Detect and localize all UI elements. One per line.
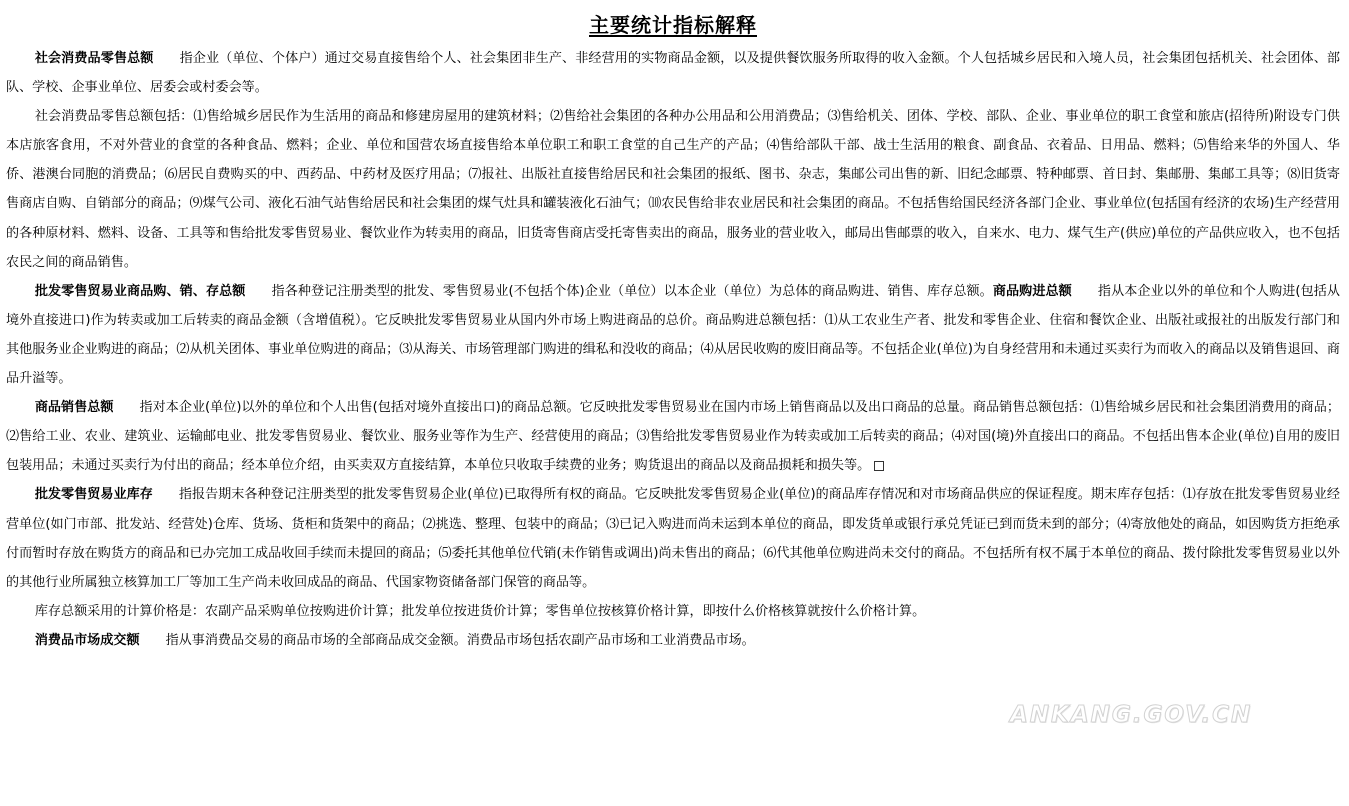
site-watermark: ANKANG.GOV.CN (1010, 702, 1253, 728)
term-purchase-total: 商品购进总额 (992, 283, 1072, 299)
definition-sales-total: 指对本企业(单位)以外的单位和个人出售(包括对境外直接出口)的商品总额。它反映批发零售贸易业在国内市场上销售商品以及出口商品的总量。商品销售总额包括：⑴售给城乡居民和社会集团消费用的商品；⑵售给工业、农业、建筑业、运输邮电业、批发零售贸易业、餐饮业、服务业等作为生产、经营使用的商品；⑶售给批发零售贸易业作为转卖或加工后转卖的商品；⑷对国(境)外直接出口的商品。不包括出售本企业(单位)自用的废旧包装用品；未通过买卖行为付出的商品；经本单位介绍，由买卖双方直接结算，本单位只收取手续费的业务；购货退出的商品以及商品损耗和损失等。 (6, 400, 1340, 474)
term-sales-total: 商品销售总额 (34, 400, 114, 416)
term-wholesale-totals: 批发零售贸易业商品购、销、存总额 (34, 283, 246, 299)
placeholder-square-icon (874, 461, 884, 471)
term-market-turnover: 消费品市场成交额 (34, 632, 140, 648)
term-inventory: 批发零售贸易业库存 (34, 487, 153, 503)
paragraph-wholesale-totals (6, 277, 1340, 393)
definition-purchase-total: 指从本企业以外的单位和个人购进(包括从境外直接进口)作为转卖或加工后转卖的商品金额（含增值税）。它反映批发零售贸易业从国内外市场上购进商品的总价。商品购进总额包括：⑴从工农业生产者、批发和零售企业、住宿和餐饮企业、出版社或报社的出版发行部门和其他服务业企业购进的商品；⑵从机关团体、事业单位购进的商品；⑶从海关、市场管理部门购进的缉私和没收的商品；⑷从居民收购的废旧商品等。不包括企业(单位)为自身经营用和未通过买卖行为而收入的商品以及销售退回、商品升溢等。 (6, 283, 1341, 387)
paragraph-retail-total (6, 44, 1340, 102)
paragraph-inventory-price: 库存总额采用的计算价格是：农副产品采购单位按购进价计算；批发单位按进货价计算；零售单位按核算价格计算，即按什么价格核算就按什么价格计算。 (34, 603, 926, 619)
paragraph-sales-total (6, 393, 1340, 480)
paragraph-market-turnover (6, 626, 1340, 655)
paragraph-inventory (6, 480, 1340, 596)
definition-inventory: 指报告期末各种登记注册类型的批发零售贸易企业(单位)已取得所有权的商品。它反映批发零售贸易企业(单位)的商品库存情况和对市场商品供应的保证程度。期末库存包括：⑴存放在批发零售贸易业经营单位(如门市部、批发站、经营处)仓库、货场、货柜和货架中的商品；⑵挑选、整理、包装中的商品；⑶已记入购进而尚未运到本单位的商品，即发货单或银行承兑凭证已到而货未到的部分；⑷寄放他处的商品，如因购货方拒绝承付而暂时存放在购货方的商品和已办完加工成品收回手续而未提回的商品；⑸委托其他单位代销(未作销售或调出)尚未售出的商品；⑹代其他单位购进尚未交付的商品。不包括所有权不属于本单位的商品、拨付除批发零售贸易业以外的其他行业所属独立核算加工厂等加工生产尚未收回成品的商品、代国家物资储备部门保管的商品等。 (6, 487, 1341, 590)
definition-wholesale-totals: 指各种登记注册类型的批发、零售贸易业(不包括个体)企业（单位）以本企业（单位）为总体的商品购进、销售、库存总额。 (271, 283, 993, 299)
definition-market-turnover: 指从事消费品交易的商品市场的全部商品成交金额。消费品市场包括农副产品市场和工业消费品市场。 (165, 632, 755, 648)
paragraph-retail-includes: 社会消费品零售总额包括：⑴售给城乡居民作为生活用的商品和修建房屋用的建筑材料；⑵售给社会集团的各种办公用品和公用消费品；⑶售给机关、团体、学校、部队、企业、事业单位的职工食堂和旅店(招待所)附设专门供本店旅客食用，不对外营业的食堂的各种食品、燃料；企业、单位和国营农场直接售给本单位职工和职工食堂的自己生产的产品；⑷售给部队干部、战士生活用的粮食、副食品、衣着品、日用品、燃料；⑸售给来华的外国人、华侨、港澳台同胞的消费品；⑹居民自费购买的中、西药品、中药材及医疗用品；⑺报社、出版社直接售给居民和社会集团的报纸、图书、杂志，集邮公司出售的新、旧纪念邮票、特种邮票、首日封、集邮册、集邮工具等；⑻旧货寄售商店自购、自销部分的商品；⑼煤气公司、液化石油气站售给居民和社会集团的煤气灶具和罐装液化石油气；⑽农民售给非农业居民和社会集团的商品。不包括售给国民经济各部门企业、事业单位(包括国有经济的农场)生产经营用的各种原材料、燃料、设备、工具等和售给批发零售贸易业、餐饮业作为转卖用的商品，旧货寄售商店受托寄售卖出的商品，服务业的营业收入，邮局出售邮票的收入，自来水、电力、煤气生产(供应)单位的产品供应收入，也不包括农民之间的商品销售。 (6, 109, 1340, 270)
term-retail-total: 社会消费品零售总额 (34, 51, 154, 66)
page-title: 主要统计指标解释 (589, 13, 757, 37)
document-page (6, 10, 1340, 655)
definition-retail-total: 指企业（单位、个体户）通过交易直接售给个人、社会集团非生产、非经营用的实物商品金额，以及提供餐饮服务所取得的收入金额。个人包括城乡居民和入境人员，社会集团包括机关、社会团体、部队、学校、企事业单位、居委会或村委会等。 (6, 51, 1340, 96)
